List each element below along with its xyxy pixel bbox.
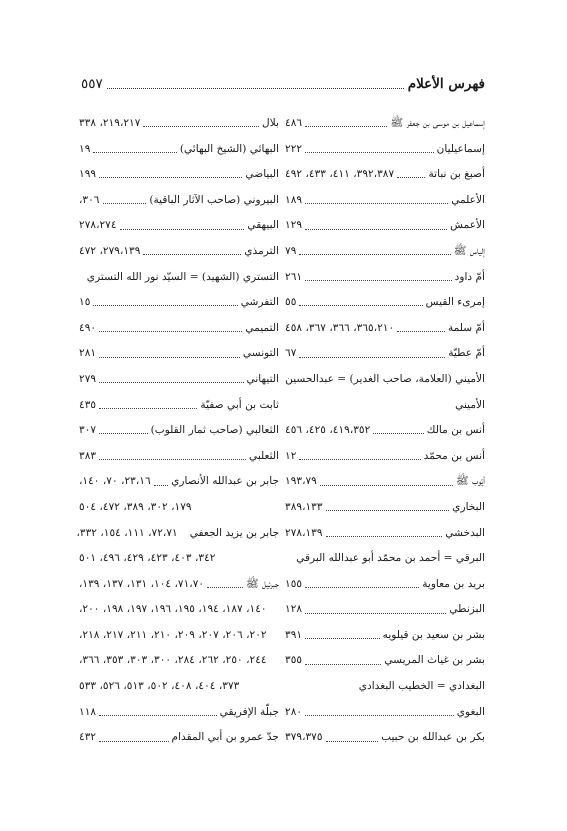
leader-dots bbox=[305, 613, 446, 614]
leader-dots bbox=[99, 177, 242, 178]
index-entry bbox=[79, 469, 279, 495]
entry-name: التيهاني bbox=[246, 372, 279, 385]
index-entry bbox=[79, 700, 279, 726]
entry-name: البهائي (الشيخ البهائي) bbox=[179, 142, 279, 155]
entry-pages: ٣٩١ bbox=[285, 628, 303, 641]
index-entry bbox=[285, 111, 485, 137]
entry-pages: ٢٧٩ bbox=[79, 372, 97, 385]
entry-pages: ٣٧٩،٣٧٥ bbox=[285, 731, 323, 744]
leader-dots bbox=[99, 382, 243, 383]
index-cross-reference bbox=[285, 546, 485, 572]
leader-dots bbox=[99, 433, 148, 434]
entry-pages: ٤٩٠ bbox=[79, 321, 97, 334]
entry-name: البيروني (صاحب الآثار الباقية) bbox=[149, 193, 279, 206]
index-entry bbox=[285, 725, 485, 751]
continuation-pages: ٢٤٤، ٢٥٠، ٢٦٢، ٢٨٤، ٣٠٠، ٣٠٣، ٣٥٣، ٣٦٦، bbox=[79, 654, 267, 667]
page-number: ٥٥٧ bbox=[81, 76, 103, 92]
index-entry bbox=[285, 265, 485, 291]
index-entry bbox=[285, 137, 485, 163]
leader-dots bbox=[320, 485, 453, 486]
entry-pages: ٦٧ bbox=[285, 347, 297, 360]
index-entry bbox=[285, 700, 485, 726]
entry-pages: ١٥٥ bbox=[285, 577, 303, 590]
leader-dots bbox=[207, 587, 243, 588]
entry-pages: ١٩٣،٧٩ bbox=[285, 475, 317, 488]
entry-name: البزنطي bbox=[449, 603, 485, 616]
entry-name: جبرئيل ﷺ bbox=[245, 577, 279, 590]
index-entry bbox=[285, 495, 485, 521]
running-title: فهرس الأعلام bbox=[407, 76, 485, 92]
entry-name: البدخشي bbox=[445, 526, 485, 539]
leader-dots bbox=[305, 587, 419, 588]
entry-name: إمرىء القيس bbox=[425, 296, 485, 309]
entry-name: إسماعيل بن موسى بن جعفر ﷺ bbox=[390, 117, 485, 129]
entry-name: جابر بن يزيد الجعفي bbox=[189, 526, 279, 539]
entry-pages: ٧٢،٧١، ١١١، ١٥٤، ٣٣٢، bbox=[76, 526, 178, 539]
index-entry bbox=[285, 469, 485, 495]
entry-pages: ١٩ bbox=[79, 142, 91, 155]
entry-pages: ٣٩٢،٣٨٧، ٤١١، ٤٣٣، ٤٩٢ bbox=[285, 168, 395, 181]
entry-pages: ٧١،٧٠، ١٠٤، ١٣١، ١٣٧، ١٣٩، bbox=[79, 577, 205, 590]
leader-dots bbox=[99, 357, 240, 358]
entry-name: البخاري bbox=[452, 500, 485, 513]
entry-pages: ٢٦١ bbox=[285, 270, 303, 283]
index-entry bbox=[79, 162, 279, 188]
cross-reference-text: التستري (الشهيد) = السيّد نور الله التستري bbox=[86, 270, 279, 283]
entry-name: التونسي bbox=[242, 347, 279, 360]
leader-dots bbox=[326, 741, 379, 742]
index-continuation bbox=[79, 623, 279, 649]
leader-dots bbox=[373, 433, 423, 434]
index-entry bbox=[285, 572, 485, 598]
leader-dots bbox=[305, 715, 454, 716]
index-entry bbox=[79, 393, 279, 419]
index-continuation bbox=[79, 546, 279, 572]
index-continuation bbox=[79, 495, 279, 521]
index-entry bbox=[79, 239, 279, 265]
index-entry bbox=[79, 725, 279, 751]
entry-name: بشر بن غياث المريسي bbox=[384, 654, 485, 667]
index-entry bbox=[79, 418, 279, 444]
index-entry bbox=[285, 444, 485, 470]
entry-name: أمّ داود bbox=[454, 270, 485, 283]
header-leader-dots bbox=[107, 88, 404, 89]
entry-name: جبلّة الإفريقي bbox=[219, 705, 279, 718]
leader-dots bbox=[99, 715, 217, 716]
entry-name: التفرشي bbox=[240, 296, 279, 309]
leader-dots bbox=[397, 177, 425, 178]
index-entry bbox=[76, 521, 279, 547]
index-cross-reference bbox=[285, 393, 485, 419]
leader-dots bbox=[326, 536, 443, 537]
leader-dots bbox=[299, 357, 445, 358]
entry-pages: ٤٨٦ bbox=[285, 117, 303, 129]
index-entry bbox=[79, 137, 279, 163]
index-continuation bbox=[79, 648, 279, 674]
entry-name: الثعالبي (صاحب ثمار القلوب) bbox=[150, 424, 279, 437]
index-entry bbox=[285, 162, 485, 188]
leader-dots bbox=[99, 408, 197, 409]
entry-pages: ٣٨٣ bbox=[79, 449, 97, 462]
entry-name: جدّ عمرو بن أبي المقدام bbox=[171, 731, 279, 744]
leader-dots bbox=[99, 331, 242, 332]
entry-name: أنس بن محمّد bbox=[423, 449, 485, 462]
index-continuation bbox=[79, 674, 279, 700]
index-entry bbox=[79, 188, 279, 214]
entry-name: البياضي bbox=[245, 168, 279, 181]
entry-name: البغوي bbox=[456, 705, 485, 718]
index-entry bbox=[79, 341, 279, 367]
entry-pages: ١٨٩ bbox=[285, 193, 303, 206]
cross-reference-text: الأميني bbox=[455, 398, 485, 411]
index-cross-reference bbox=[285, 674, 485, 700]
leader-dots bbox=[305, 152, 434, 153]
entry-name: الأعمش bbox=[450, 219, 485, 232]
index-entry bbox=[285, 239, 485, 265]
index-column-left bbox=[76, 111, 279, 751]
index-cross-reference bbox=[285, 367, 485, 393]
leader-dots bbox=[181, 536, 187, 537]
index-entry bbox=[285, 623, 485, 649]
index-continuation bbox=[79, 597, 279, 623]
entry-pages: ١٥ bbox=[79, 296, 91, 309]
entry-name: ثابت بن أبي صفيّة bbox=[200, 398, 279, 411]
entry-pages: ٣٥٥ bbox=[285, 654, 303, 667]
leader-dots bbox=[305, 638, 380, 639]
entry-name: البيهقي bbox=[247, 219, 279, 232]
entry-name: الأعلمي bbox=[451, 193, 485, 206]
entry-pages: ٣٦٥،٢١٠، ٣٦٦، ٣٦٧، ٤٥٨ bbox=[285, 321, 395, 334]
entry-pages: ٢٨٠ bbox=[285, 705, 303, 718]
entry-name: أصبغ بن نباتة bbox=[428, 168, 485, 181]
entry-name: بلال bbox=[262, 117, 279, 129]
leader-dots bbox=[305, 126, 387, 127]
entry-name: بريد بن معاوية bbox=[422, 577, 485, 590]
index-entry bbox=[285, 418, 485, 444]
leader-dots bbox=[143, 254, 241, 255]
leader-dots bbox=[305, 664, 381, 665]
entry-pages: ٣٠٧ bbox=[79, 424, 97, 437]
entry-pages: ٤١٩،٣٥٢، ٤٢٥، ٤٥٦ bbox=[285, 424, 371, 437]
entry-pages: ٢٧٨،٢٧٤ bbox=[79, 219, 117, 232]
leader-dots bbox=[299, 254, 450, 255]
entry-pages: ٣٠٦، bbox=[79, 193, 100, 206]
entry-name: أيّوب ﷺ bbox=[455, 475, 485, 488]
leader-dots bbox=[326, 510, 450, 511]
index-entry bbox=[285, 597, 485, 623]
continuation-pages: ١٧٩، ٣٠٢، ٣٨٩، ٤٧٢، ٥٠٤ bbox=[79, 500, 192, 513]
leader-dots bbox=[93, 152, 176, 153]
continuation-pages: ٢٠٢، ٢٠٦، ٢٠٧، ٢٠٩، ٢١٠، ٢١١، ٢١٧، ٢١٨، bbox=[79, 628, 267, 641]
leader-dots bbox=[103, 203, 147, 204]
entry-pages: ٢٧٨،١٣٩ bbox=[285, 526, 323, 539]
index-entry bbox=[79, 213, 279, 239]
cross-reference-text: البغدادي = الخطيب البغدادي bbox=[358, 680, 485, 693]
index-entry bbox=[285, 213, 485, 239]
leader-dots bbox=[299, 305, 422, 306]
entry-name: إسماعيليان bbox=[436, 142, 485, 155]
index-entry bbox=[79, 367, 279, 393]
leader-dots bbox=[305, 280, 452, 281]
continuation-pages: ٣٧٣، ٤٠٤، ٤٠٨، ٥٠٢، ٥١٣، ٥٢٦، ٥٣٣ bbox=[79, 680, 240, 693]
continuation-pages: ٣٤٢، ٤٠٣، ٤٢٣، ٤٢٩، ٤٩٦، ٥٠١ bbox=[79, 552, 216, 565]
leader-dots bbox=[305, 203, 448, 204]
leader-dots bbox=[120, 229, 245, 230]
entry-pages: ٢٢٢ bbox=[285, 142, 303, 155]
entry-pages: ١١٨ bbox=[79, 705, 97, 718]
entry-pages: ٢١٩،٢١٧، ٣٣٨ bbox=[79, 117, 141, 129]
leader-dots bbox=[93, 305, 237, 306]
leader-dots bbox=[99, 459, 246, 460]
index-entry bbox=[79, 316, 279, 342]
entry-name: جابر بن عبدالله الأنصاري bbox=[171, 475, 279, 488]
entry-name: بشر بن سعيد بن قيلويه bbox=[382, 628, 485, 641]
index-entry bbox=[79, 290, 279, 316]
entry-name: الثعلبي bbox=[248, 449, 279, 462]
entry-pages: ٣٨٩،١٣٣ bbox=[285, 500, 323, 513]
entry-pages: ٤٣٥ bbox=[79, 398, 97, 411]
entry-pages: ٤٣٢ bbox=[79, 731, 97, 744]
entry-pages: ٢٧٩،١٣٩، ٤٧٢ bbox=[79, 244, 141, 257]
entry-pages: ١٢٩ bbox=[285, 219, 303, 232]
entry-name: التميمي bbox=[245, 321, 279, 334]
cross-reference-text: البرقي = أحمد بن محمّد أبو عبدالله البرقي bbox=[296, 552, 485, 565]
entry-name: الترمذي bbox=[244, 244, 279, 257]
index-entry bbox=[285, 341, 485, 367]
index-cross-reference bbox=[79, 265, 279, 291]
leader-dots bbox=[299, 459, 420, 460]
index-entry bbox=[79, 111, 279, 137]
entry-pages: ١٩٩ bbox=[79, 168, 97, 181]
entry-name: أمّ سلمة bbox=[447, 321, 485, 334]
index-column-right bbox=[285, 111, 485, 751]
index-entry bbox=[285, 188, 485, 214]
continuation-pages: ١٤٠، ١٨٧، ١٩٤، ١٩٥، ١٩٦، ١٩٧، ١٩٨، ٢٠٠، bbox=[79, 603, 267, 616]
index-entry bbox=[285, 648, 485, 674]
leader-dots bbox=[305, 229, 447, 230]
entry-name: بكر بن عبدالله بن حبيب bbox=[381, 731, 485, 744]
entry-pages: ٢٣،١٦، ٧٠، ١٤٠، bbox=[79, 475, 151, 488]
index-entry bbox=[285, 316, 485, 342]
index-entry bbox=[79, 444, 279, 470]
entry-pages: ١٢ bbox=[285, 449, 297, 462]
entry-pages: ٢٨١ bbox=[79, 347, 97, 360]
cross-reference-text: الأميني (العلامة، صاحب الغدير) = عبدالحسين bbox=[285, 372, 485, 385]
leader-dots bbox=[143, 126, 259, 127]
leader-dots bbox=[154, 485, 168, 486]
running-header bbox=[81, 70, 485, 94]
leader-dots bbox=[99, 741, 168, 742]
index-entry bbox=[285, 290, 485, 316]
entry-pages: ٧٩ bbox=[285, 244, 297, 257]
index-entry bbox=[285, 521, 485, 547]
entry-name: إلياس ﷺ bbox=[453, 244, 485, 257]
entry-name: أنس بن مالك bbox=[426, 424, 485, 437]
leader-dots bbox=[397, 331, 445, 332]
entry-name: أمّ عطيّة bbox=[448, 347, 485, 360]
entry-pages: ٥٥ bbox=[285, 296, 297, 309]
index-entry bbox=[79, 572, 279, 598]
entry-pages: ١٢٨ bbox=[285, 603, 303, 616]
